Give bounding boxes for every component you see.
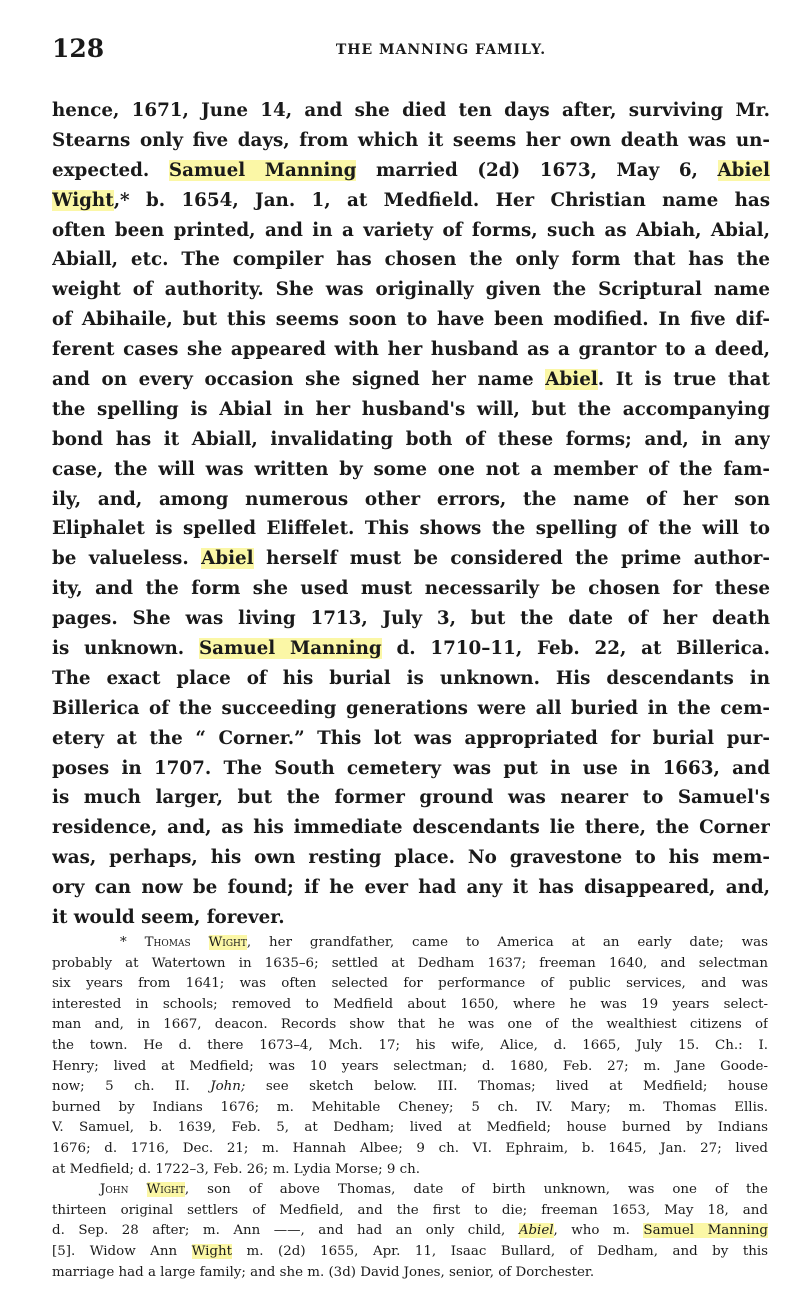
text-line: Abiall, etc. The compiler has chosen the only form that has the: [52, 249, 770, 271]
text-line: it would seem, forever.: [52, 907, 285, 929]
text-line: was, perhaps, his own resting place. No gravestone to his mem-: [52, 847, 770, 869]
text-line: ity, and the form she used must necessarily be chosen for these: [52, 578, 770, 600]
text-line: etery at the “ Corner.” This lot was appropriated for burial pur-: [52, 727, 770, 749]
text-line: expected. Samuel Manning married (2d) 1673, May 6, Abiel: [52, 159, 770, 181]
text-line: ily, and, among numerous other errors, the name of her son: [52, 488, 770, 510]
footnote-line: probably at Watertown in 1635–6; settled at Dedham 1637; freeman 1640, and selectman: [52, 955, 768, 971]
text-line: Wight,* b. 1654, Jan. 1, at Medfield. Her Christian name has: [52, 189, 770, 211]
footnote: [52, 933, 768, 1283]
text-line: is much larger, but the former ground was nearer to Samuel's: [52, 787, 770, 809]
highlight-abiel: Abiel: [545, 369, 598, 391]
footnote-line: [5]. Widow Ann Wight m. (2d) 1655, Apr. 11, Isaac Bullard, of Dedham, and by this: [52, 1243, 768, 1259]
text-line: be valueless. Abiel herself must be considered the prime author-: [52, 548, 770, 570]
text-line: the spelling is Abial in her husband's will, but the accompanying: [52, 398, 770, 420]
highlight-abiel: Abiel: [201, 548, 254, 570]
footnote-line: now; 5 ch. II. John; see sketch below. III. Thomas; lived at Medfield; house: [52, 1079, 768, 1095]
text-line: Billerica of the succeeding generations were all buried in the cem-: [52, 697, 770, 719]
text-line: bond has it Abiall, invalidating both of these forms; and, in any: [52, 428, 770, 450]
footnote-line: burned by Indians 1676; m. Mehitable Cheney; 5 ch. IV. Mary; m. Thomas Ellis.: [52, 1099, 768, 1115]
footnote-line: * Thomas Wight, her grandfather, came to America at an early date; was: [120, 935, 768, 950]
footnote-line: six years from 1641; was often selected for performance of public services, and was: [52, 976, 768, 992]
running-title: THE MANNING FAMILY.: [335, 42, 547, 58]
text-line: case, the will was written by some one not a member of the fam-: [52, 458, 770, 480]
highlight-wight: Wight: [191, 1243, 233, 1259]
text-line: Stearns only five days, from which it seems her own death was un-: [52, 129, 770, 151]
text-line: Eliphalet is spelled Eliffelet. This shows the spelling of the will to: [52, 518, 770, 540]
text-line: ory can now be found; if he ever had any it has disappeared, and,: [52, 877, 770, 899]
highlight-abiel: Abiel: [717, 159, 770, 181]
text-line: of Abihaile, but this seems soon to have been modified. In five dif-: [52, 309, 770, 331]
highlight-abiel: Abiel: [518, 1223, 554, 1239]
footnote-line: the town. He d. there 1673–4, Mch. 17; his wife, Alice, d. 1665, July 15. Ch.: I.: [52, 1037, 768, 1053]
text-line: pages. She was living 1713, July 3, but the date of her death: [52, 608, 770, 630]
highlight-wight: Wight: [208, 935, 247, 950]
footnote-line: marriage had a large family; and she m. (3d) David Jones, senior, of Dorchester.: [52, 1264, 595, 1280]
highlight-samuel-manning: Samuel Manning: [643, 1223, 768, 1239]
footnote-line: John Wight, son of above Thomas, date of birth unknown, was one of the: [100, 1182, 768, 1198]
text-line: and on every occasion she signed her name Abiel. It is true that: [52, 369, 770, 391]
text-line: The exact place of his burial is unknown. His descendants in: [52, 667, 770, 689]
page-number: 128: [52, 34, 105, 63]
main-text: [52, 96, 770, 933]
highlight-wight: Wight: [52, 189, 114, 211]
footnote-line: thirteen original settlers of Medfield, and the first to die; freeman 1653, May 18, and: [52, 1202, 768, 1218]
text-line: ferent cases she appeared with her husband as a grantor to a deed,: [52, 339, 770, 361]
highlight-samuel-manning: Samuel Manning: [168, 159, 357, 181]
footnote-line: V. Samuel, b. 1639, Feb. 5, at Dedham; lived at Medfield; house burned by Indians: [52, 1120, 768, 1136]
highlight-samuel-manning: Samuel Manning: [198, 638, 382, 660]
text-line: often been printed, and in a variety of forms, such as Abiah, Abial,: [52, 219, 770, 241]
text-line: weight of authority. She was originally given the Scriptural name: [52, 279, 770, 301]
footnote-line: man and, in 1667, deacon. Records show that he was one of the wealthiest citizens of: [52, 1017, 768, 1033]
footnote-line: Henry; lived at Medfield; was 10 years selectman; d. 1680, Feb. 27; m. Jane Goode-: [52, 1058, 768, 1074]
footnote-line: interested in schools; removed to Medfield about 1650, where he was 19 years select-: [52, 996, 768, 1012]
footnote-line: 1676; d. 1716, Dec. 21; m. Hannah Albee; 9 ch. VI. Ephraim, b. 1645, Jan. 27; lived: [52, 1140, 768, 1156]
text-line: poses in 1707. The South cemetery was put in use in 1663, and: [52, 757, 770, 779]
text-line: hence, 1671, June 14, and she died ten days after, surviving Mr.: [52, 100, 770, 121]
footnote-line: at Medfield; d. 1722–3, Feb. 26; m. Lydia Morse; 9 ch.: [52, 1161, 420, 1177]
page-header: [52, 34, 760, 68]
highlight-wight: Wight: [146, 1182, 185, 1198]
footnote-line: d. Sep. 28 after; m. Ann ——, and had an only child, Abiel, who m. Samuel Manning: [52, 1223, 768, 1239]
text-line: is unknown. Samuel Manning d. 1710–11, Feb. 22, at Billerica.: [52, 638, 770, 660]
text-line: residence, and, as his immediate descendants lie there, the Corner: [52, 817, 770, 839]
